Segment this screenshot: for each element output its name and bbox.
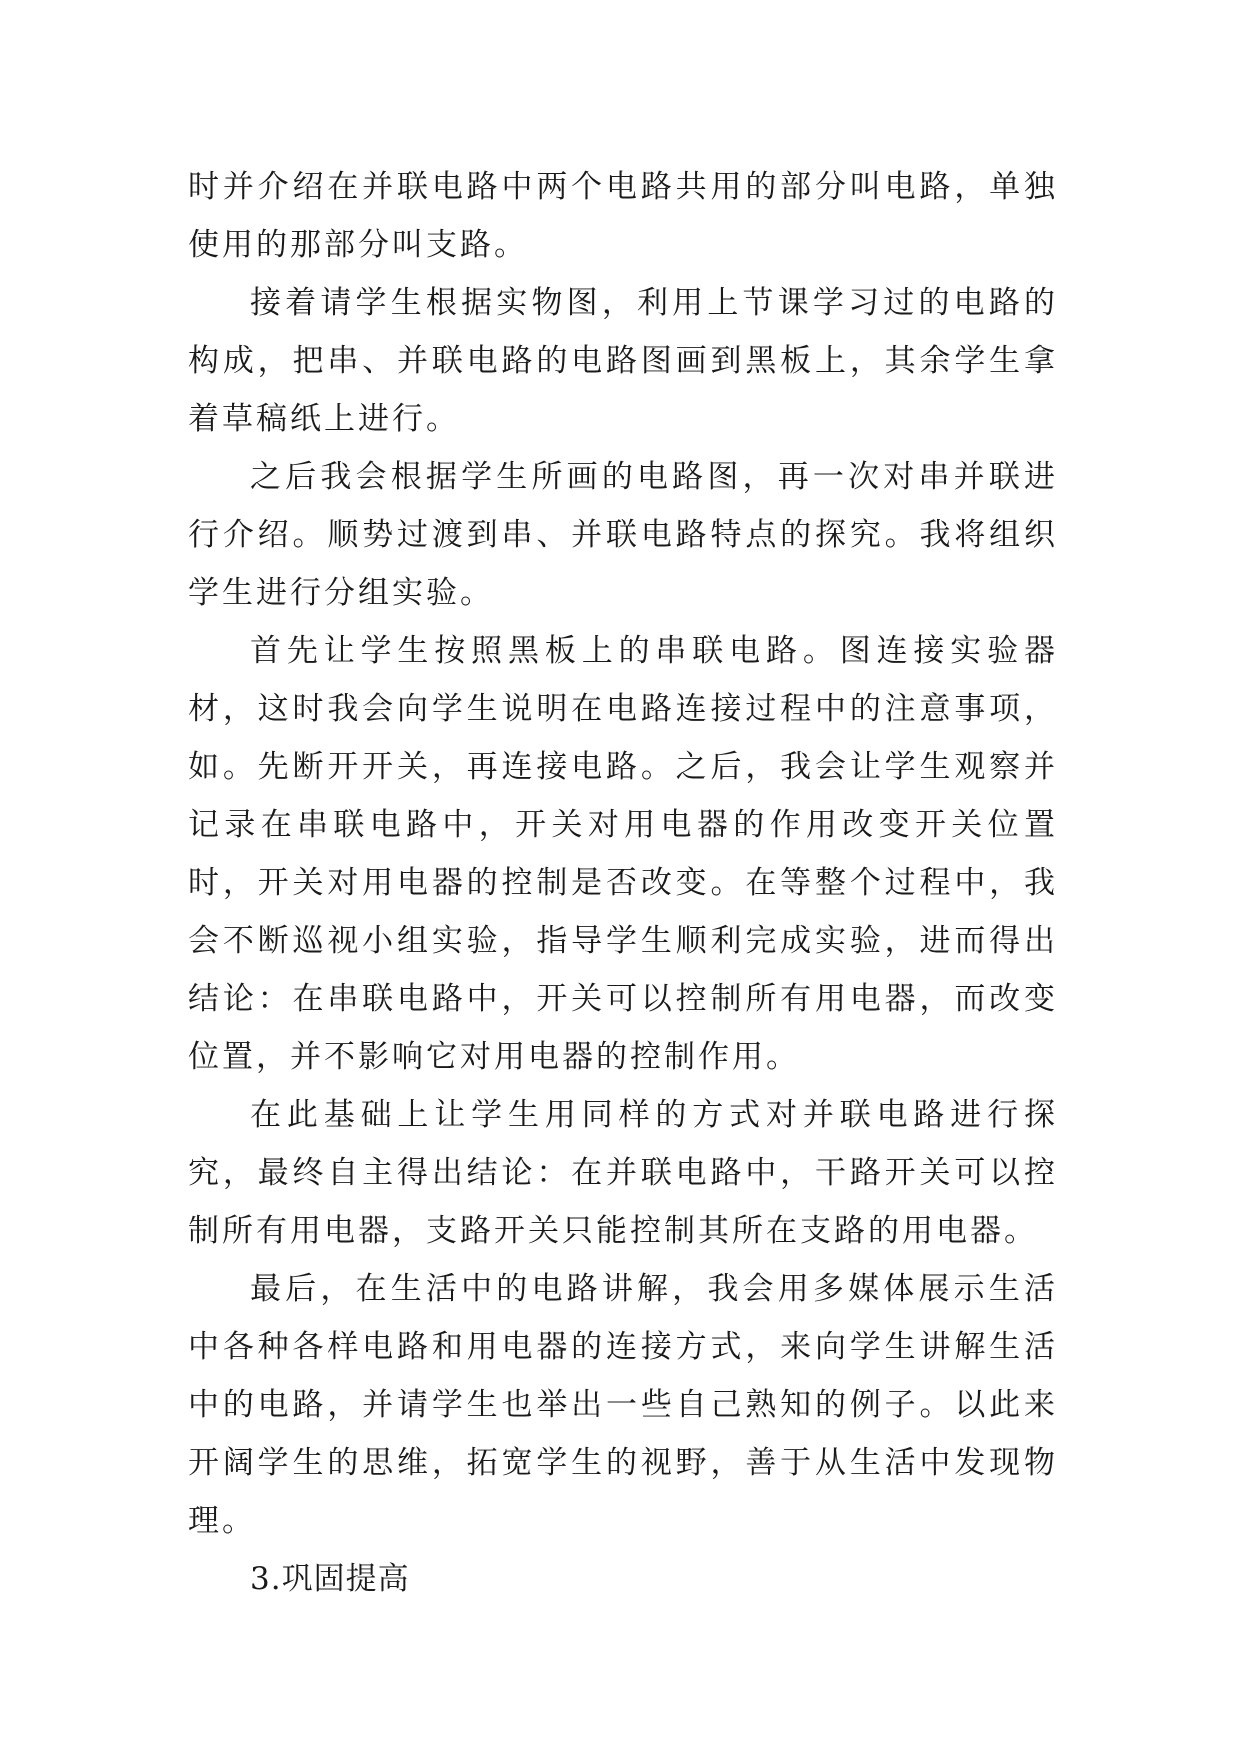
paragraph-2: 接着请学生根据实物图，利用上节课学习过的电路的构成，把串、并联电路的电路图画到黑板上，其余学生拿着草稿纸上进行。 xyxy=(188,285,1058,437)
body-text xyxy=(188,158,1058,1608)
paragraph-3: 之后我会根据学生所画的电路图，再一次对串并联进行介绍。顺势过渡到串、并联电路特点的探究。我将组织学生进行分组实验。 xyxy=(188,459,1058,611)
paragraph-1: 时并介绍在并联电路中两个电路共用的部分叫电路，单独使用的那部分叫支路。 xyxy=(188,169,1058,263)
section-heading: 3.巩固提高 xyxy=(250,1561,410,1597)
paragraph-6: 最后，在生活中的电路讲解，我会用多媒体展示生活中各种各样电路和用电器的连接方式，来向学生讲解生活中的电路，并请学生也举出一些自己熟知的例子。以此来开阔学生的思维，拓宽学生的视野，善于从生活中发现物理。 xyxy=(188,1271,1058,1539)
paragraph-4: 首先让学生按照黑板上的串联电路。图连接实验器材，这时我会向学生说明在电路连接过程中的注意事项，如。先断开开关，再连接电路。之后，我会让学生观察并记录在串联电路中，开关对用电器的作用改变开关位置时，开关对用电器的控制是否改变。在等整个过程中，我会不断巡视小组实验，指导学生顺利完成实验，进而得出结论：在串联电路中，开关可以控制所有用电器，而改变位置，并不影响它对用电器的控制作用。 xyxy=(188,633,1058,1075)
paragraph-5: 在此基础上让学生用同样的方式对并联电路进行探究，最终自主得出结论：在并联电路中，干路开关可以控制所有用电器，支路开关只能控制其所在支路的用电器。 xyxy=(188,1097,1058,1249)
